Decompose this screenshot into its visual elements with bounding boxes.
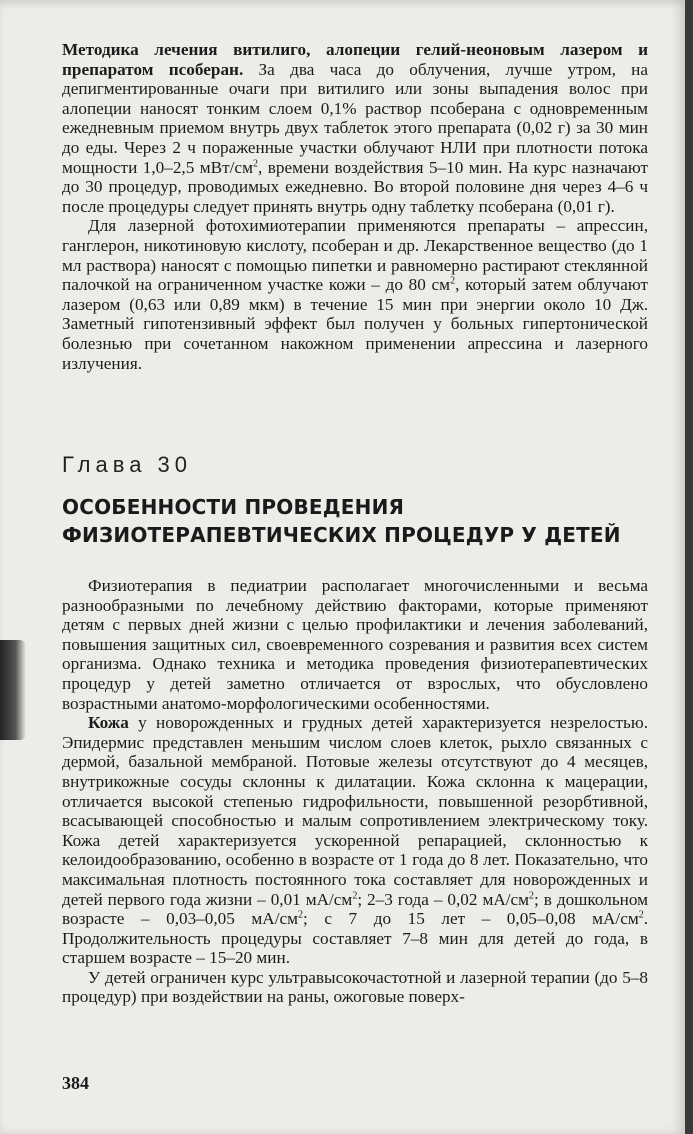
paragraph-skin: Кожа у новорожденных и грудных детей характеризуется незрелостью. Эпидермис представлен меньшим числом слоев клеток, рыхло связанных с дермой, базальной мембраной. Потовые железы отсутствуют до 4 месяцев, внутрикожные сосуды склонны к дилатации. Кожа склонна к мацерации, отличается высокой степенью гидрофильности, повышенной резорбтивной, всасывающей способностью и малым сопротивлением электрическому току. Кожа детей характеризуется ускоренной репарацией, склонностью к келоидообразованию, особенно в возрасте от 1 года до 8 лет. Показательно, что максимальная плотность постоянного тока составляет для новорожденных и детей первого года жизни – 0,01 $мА/см^2$; 2–3 года – 0,02 $мА/см^2$; в дошкольном возрасте – 0,03–0,05 $мА/см^2$; с 7 до 15 лет – 0,05–0,08 $мА/см^2$. Продолжительность процедуры составляет 7–8 мин для детей до года, в старшем возрасте – 15–20 мин. — [62, 713, 649, 968]
chapter-label: Глава 30 — [62, 452, 193, 477]
paragraph-photochemotherapy: Для лазерной фотохимиотерапии применяются препараты – апрессин, ганглерон, никотиновую кислоту, псоберан и др. Лекарственное вещество (до 1 мл раствора) наносят с помощью пипетки и равномерно растирают стеклянной палочкой на ограниченном участке кожи – до 80 $см^2$, который затем облучают лазером (0,63 или 0,89 мкм) в течение 15 мин при энергии около 10 Дж. Заметный гипотензивный эффект был получен у больных гипертонической болезнью при сочетанном накожном применении апрессина и лазерного излучения. — [62, 216, 649, 373]
page-edge-shadow — [0, 640, 26, 740]
chapter-title — [62, 493, 652, 549]
paragraph-lead-bold: Методика лечения витилиго, алопеции гелий-неоновым лазером и препаратом псоберан. — [62, 40, 648, 79]
chapter-title-line-2: ФИЗИОТЕРАПЕВТИЧЕСКИХ ПРОЦЕДУР У ДЕТЕЙ — [62, 523, 621, 547]
paragraph-pediatrics-intro: Физиотерапия в педиатрии располагает многочисленными и весьма разнообразными по лечебному действию факторами, которые применяют детям с первых дней жизни с целью профилактики и лечения заболеваний, повышения защитных сил, своевременного созревания и развития всех систем организма. Однако техника и методика проведения физиотерапевтических процедур у детей заметно отличается от взрослых, что обусловлено возрастными анатомо-морфологическими особенностями. — [62, 576, 648, 713]
page-number: 384 — [62, 1073, 89, 1093]
chapter-body — [62, 576, 648, 1007]
paragraph-course-limit: У детей ограничен курс ультравысокочастотной и лазерной терапии (до 5–8 процедур) при воздействии на раны, ожоговые поверх- — [62, 967, 648, 1007]
top-text-section — [62, 40, 648, 373]
paragraph-laser-method: Методика лечения витилиго, алопеции гелий-неоновым лазером и препаратом псоберан. За два часа до облучения, лучше утром, на депигментированные очаги при витилиго или зоны выпадения волос при алопеции наносят тонким слоем 0,1% раствор псоберана с одновременным ежедневным приемом внутрь двух таблеток этого препарата (0,02 г) за 30 мин до еды. Через 2 ч пораженные участки облучают НЛИ при плотности потока мощности 1,0–2,5 мВт/$см^2$, времени воздействия 5–10 мин. На курс назначают до 30 процедур, проводимых ежедневно. Во второй половине дня через 4–6 ч после процедуры следует принять внутрь одну таблетку псоберана (0,01 г). — [62, 40, 648, 216]
chapter-title-line-1: ОСОБЕННОСТИ ПРОВЕДЕНИЯ — [62, 495, 405, 519]
paragraph-lead-bold: Кожа — [88, 713, 129, 733]
